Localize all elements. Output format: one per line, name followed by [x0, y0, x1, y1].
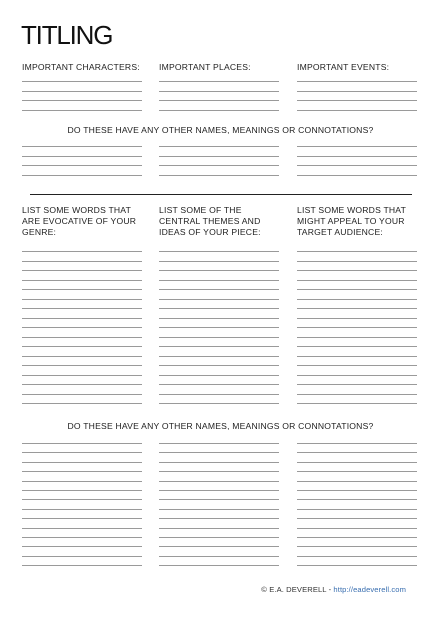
writing-line	[159, 565, 279, 566]
writing-line	[22, 261, 142, 262]
writing-line	[22, 270, 142, 271]
writing-line	[159, 280, 279, 281]
writing-line	[297, 462, 417, 463]
writing-line	[159, 546, 279, 547]
writing-line	[22, 165, 142, 166]
footer-credit	[261, 585, 406, 594]
writing-line	[22, 81, 142, 82]
writing-line	[159, 270, 279, 271]
writing-line	[297, 356, 417, 357]
writing-line	[297, 384, 417, 385]
writing-line	[159, 146, 279, 147]
writing-line	[297, 251, 417, 252]
writing-line	[159, 156, 279, 157]
writing-line	[297, 308, 417, 309]
writing-line	[159, 337, 279, 338]
writing-line	[22, 384, 142, 385]
writing-line	[297, 81, 417, 82]
writing-line	[297, 327, 417, 328]
writing-line	[159, 308, 279, 309]
header-important-events: IMPORTANT EVENTS:	[297, 62, 390, 72]
writing-line	[22, 346, 142, 347]
writing-line	[297, 289, 417, 290]
writing-line	[22, 289, 142, 290]
writing-line	[297, 280, 417, 281]
writing-line	[22, 318, 142, 319]
writing-line	[159, 403, 279, 404]
writing-line	[22, 110, 142, 111]
writing-line	[297, 175, 417, 176]
writing-line	[159, 346, 279, 347]
writing-line	[159, 299, 279, 300]
writing-line	[159, 384, 279, 385]
writing-line	[22, 394, 142, 395]
writing-line	[159, 481, 279, 482]
writing-line	[22, 471, 142, 472]
writing-line	[22, 481, 142, 482]
writing-line	[22, 443, 142, 444]
writing-line	[159, 100, 279, 101]
writing-line	[22, 537, 142, 538]
writing-line	[159, 81, 279, 82]
writing-line	[297, 110, 417, 111]
writing-line	[159, 518, 279, 519]
connotations-question-2: DO THESE HAVE ANY OTHER NAMES, MEANINGS OR CONNOTATIONS?	[67, 421, 374, 431]
writing-line	[159, 110, 279, 111]
section-divider	[30, 194, 412, 195]
writing-line	[297, 509, 417, 510]
writing-line	[297, 318, 417, 319]
header-genre-words: LIST SOME WORDS THAT ARE EVOCATIVE OF YOUR GENRE:	[22, 205, 137, 237]
writing-line	[297, 452, 417, 453]
writing-line	[297, 481, 417, 482]
writing-line	[297, 471, 417, 472]
writing-line	[159, 289, 279, 290]
writing-line	[159, 471, 279, 472]
writing-line	[22, 299, 142, 300]
writing-line	[297, 537, 417, 538]
writing-line	[22, 337, 142, 338]
writing-line	[297, 528, 417, 529]
writing-line	[22, 308, 142, 309]
writing-line	[159, 375, 279, 376]
writing-line	[22, 156, 142, 157]
writing-line	[297, 165, 417, 166]
writing-line	[22, 91, 142, 92]
header-target-audience: LIST SOME WORDS THAT MIGHT APPEAL TO YOUR TARGET AUDIENCE:	[297, 205, 406, 237]
writing-line	[297, 394, 417, 395]
writing-line	[297, 299, 417, 300]
writing-line	[297, 100, 417, 101]
writing-line	[159, 91, 279, 92]
page-title: TITLING	[21, 20, 113, 50]
writing-line	[297, 499, 417, 500]
writing-line	[297, 261, 417, 262]
writing-line	[159, 509, 279, 510]
writing-line	[159, 499, 279, 500]
writing-line	[22, 565, 142, 566]
writing-line	[22, 365, 142, 366]
writing-line	[159, 165, 279, 166]
connotations-question-1: DO THESE HAVE ANY OTHER NAMES, MEANINGS OR CONNOTATIONS?	[67, 125, 374, 135]
writing-line	[159, 537, 279, 538]
writing-line	[159, 462, 279, 463]
writing-line	[22, 509, 142, 510]
writing-line	[22, 251, 142, 252]
writing-line	[159, 443, 279, 444]
writing-line	[297, 546, 417, 547]
footer-copyright: © E.A. DEVERELL -	[261, 585, 334, 594]
writing-line	[297, 270, 417, 271]
writing-line	[22, 546, 142, 547]
writing-line	[297, 403, 417, 404]
writing-line	[297, 565, 417, 566]
writing-line	[297, 518, 417, 519]
writing-line	[22, 518, 142, 519]
writing-line	[159, 452, 279, 453]
writing-line	[297, 337, 417, 338]
writing-line	[297, 346, 417, 347]
writing-line	[22, 490, 142, 491]
writing-line	[297, 556, 417, 557]
writing-line	[159, 327, 279, 328]
writing-line	[22, 327, 142, 328]
writing-line	[297, 375, 417, 376]
writing-line	[22, 280, 142, 281]
writing-line	[22, 375, 142, 376]
writing-line	[297, 146, 417, 147]
footer-link[interactable]: http://eadeverell.com	[333, 585, 406, 594]
writing-line	[297, 365, 417, 366]
header-important-places: IMPORTANT PLACES:	[159, 62, 251, 72]
writing-line	[22, 403, 142, 404]
writing-line	[22, 146, 142, 147]
header-important-characters: IMPORTANT CHARACTERS:	[22, 62, 140, 72]
writing-line	[22, 499, 142, 500]
writing-line	[22, 556, 142, 557]
writing-line	[159, 261, 279, 262]
writing-line	[159, 318, 279, 319]
writing-line	[297, 443, 417, 444]
writing-line	[159, 175, 279, 176]
writing-line	[22, 452, 142, 453]
writing-line	[159, 365, 279, 366]
header-central-themes: LIST SOME OF THE CENTRAL THEMES AND IDEAS OF YOUR PIECE:	[159, 205, 261, 237]
writing-line	[159, 528, 279, 529]
writing-line	[22, 100, 142, 101]
writing-line	[297, 156, 417, 157]
writing-line	[22, 356, 142, 357]
writing-line	[22, 528, 142, 529]
writing-line	[159, 251, 279, 252]
writing-line	[159, 490, 279, 491]
writing-line	[297, 490, 417, 491]
writing-line	[159, 356, 279, 357]
writing-line	[22, 462, 142, 463]
writing-line	[159, 556, 279, 557]
writing-line	[159, 394, 279, 395]
writing-line	[22, 175, 142, 176]
writing-line	[297, 91, 417, 92]
